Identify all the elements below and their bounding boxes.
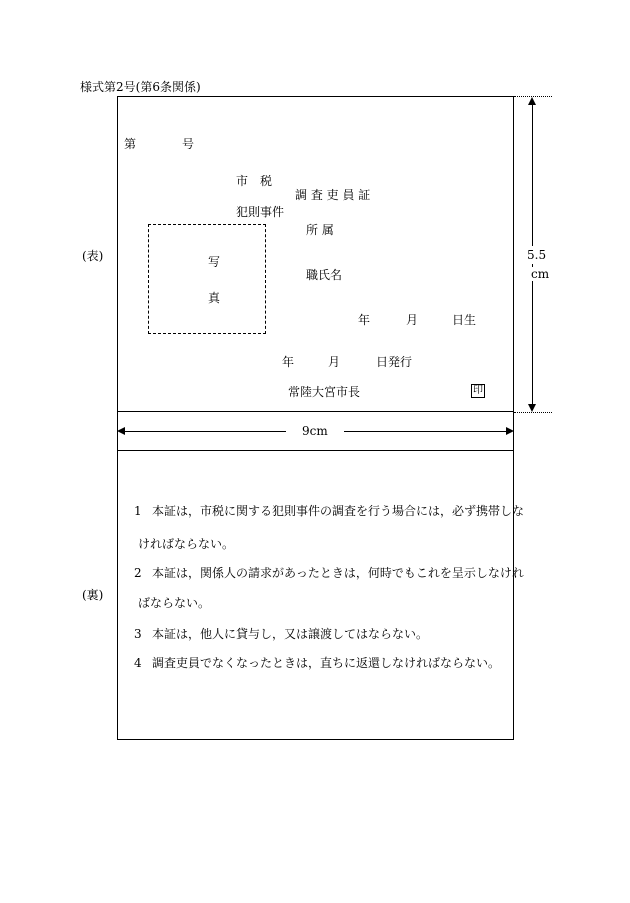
issuer-label: 常陸大宮市長 — [288, 385, 361, 399]
item1-line1: 本証は，市税に関する犯則事件の調査を行う場合には，必ず携帯しな — [152, 504, 525, 518]
width-value: 9cm — [286, 424, 344, 438]
height-unit: cm — [531, 267, 550, 281]
item2-number: 2 — [134, 566, 142, 580]
item4-number: 4 — [134, 656, 142, 670]
photo-area — [148, 224, 266, 334]
birth-year: 年 — [358, 313, 371, 327]
birth-day: 日生 — [452, 313, 477, 327]
item3-number: 3 — [134, 627, 142, 641]
name-title-label: 職氏名 — [306, 268, 343, 282]
item2-line1: 本証は，関係人の請求があったときは，何時でもこれを呈示しなけれ — [152, 566, 524, 580]
width-guide-right — [513, 412, 514, 450]
item2-line2: ばならない。 — [138, 596, 211, 610]
birth-month: 月 — [406, 313, 419, 327]
number-go: 号 — [182, 137, 195, 151]
width-guide-left — [117, 412, 118, 450]
height-value: 5.5 — [527, 248, 547, 262]
seal-stamp: 印 — [473, 385, 483, 396]
photo-label-sha: 写 — [208, 255, 221, 269]
affiliation-label: 所 属 — [306, 223, 334, 237]
photo-label-shin: 真 — [208, 291, 221, 305]
card-back — [117, 450, 514, 740]
form-title: 様式第2号(第6条関係) — [80, 80, 201, 94]
card-name: 調 査 吏 員 証 — [295, 188, 371, 202]
back-label: (裏) — [82, 588, 104, 602]
crime-case: 犯則事件 — [236, 205, 285, 219]
issue-day: 日発行 — [376, 355, 413, 369]
issue-year: 年 — [282, 355, 295, 369]
number-dai: 第 — [124, 137, 137, 151]
item3-line1: 本証は，他人に貸与し，又は譲渡してはならない。 — [152, 627, 429, 641]
issue-month: 月 — [328, 355, 341, 369]
item4-line1: 調査吏員でなくなったときは，直ちに返還しなければならない。 — [152, 656, 501, 670]
front-label: (表) — [82, 249, 104, 263]
item1-line2: ければならない。 — [138, 537, 235, 551]
arrow-down-icon — [528, 404, 536, 412]
item1-number: 1 — [134, 504, 142, 518]
city-tax: 市 税 — [236, 174, 273, 188]
height-guide-bottom — [514, 412, 552, 413]
arrow-left-icon — [117, 427, 125, 435]
arrow-up-icon — [528, 97, 536, 105]
